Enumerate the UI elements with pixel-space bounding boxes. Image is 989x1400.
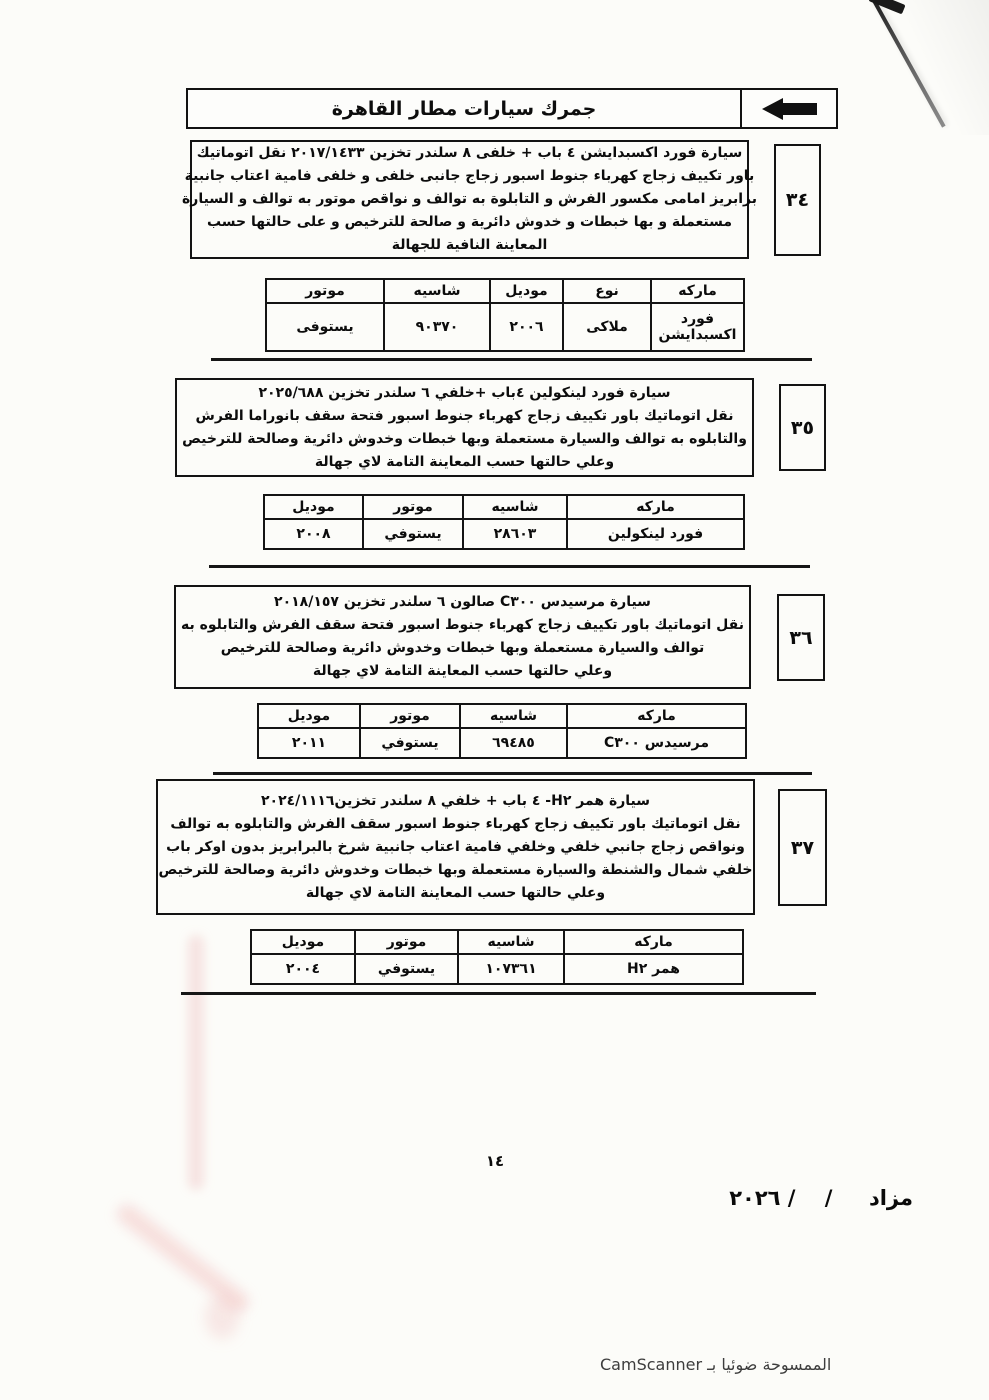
col-header-brand: ماركه [567,704,746,728]
cell-motor: يستوفي [360,728,460,758]
description-line: وعلي حالتها حسب المعاينة التامة لاي جهالة [312,663,613,679]
description-line: والتابلوه به توالف والسيارة مستعملة وبها خبطات وخدوش دائرية وصالحة للترخيص [182,430,747,447]
col-header-model: موديل [264,495,363,519]
description-line: برابريز امامى مكسور الفرش و التابلوة به توالف و نواقص موتور به توالف و السيارة [182,191,757,207]
description-line: وعلي حالتها حسب المعاينة التامة لاي جهالة [305,884,606,901]
description-line: سيارة فورد لينكولين ٤باب +خلفي ٦ سلندر تخزين ٢٠٢٥/٦٨٨ [258,384,671,401]
item-36-spec-table [257,703,747,759]
description-line: خلفي شمال والشنطة والسيارة مستعملة وبها خبطات وخدوش دائرية وصالحة للترخيص [158,861,753,878]
col-header-type: نوع [563,279,651,303]
description-line: مستعملة و بها خبطات و خدوش دائرية و صالحة للترخيص و على حالتها حسب [206,214,733,230]
cell-model: ٢٠٠٤ [251,954,355,984]
cell-motor: يستوفى [266,303,384,351]
item-36-number: ٣٦ [777,594,825,681]
camscanner-watermark: الممسوحة ضوئيا بـ CamScanner [600,1355,832,1374]
item-37-description-box [156,779,755,915]
col-header-brand: ماركه [567,495,744,519]
cell-model: ٢٠٠٦ [490,303,563,351]
col-header-brand: ماركه [564,930,743,954]
description-line: نقل اتوماتيك باور تكييف زجاج كهرباء جنوط اسبور فتحة سقف بانوراما الفرش [195,407,734,424]
cell-type: ملاكى [563,303,651,351]
page-corner-fold-mark [868,0,905,14]
description-line: توالف والسيارة مستعملة وبها خبطات وخدوش دائرية وصالحة للترخيص [220,640,705,656]
description-line: سيارة همر H٢- ٤ باب + خلفي ٨ سلندر تخزين٢٠٢٤/١١١٦ [260,792,651,809]
description-line: وعلي حالتها حسب المعاينة التامة لاي جهالة [314,453,615,470]
col-header-motor: موتور [363,495,463,519]
section-divider [181,992,816,995]
cell-motor: يستوفي [363,519,463,549]
item-37-number: ٣٧ [778,789,827,906]
item-35-number: ٣٥ [779,384,826,471]
scan-pink-blob [205,1295,239,1339]
back-arrow-cell [740,90,836,127]
item-34-description-box [182,140,757,259]
document-header [186,88,838,129]
page-title: جمرك سيارات مطار القاهرة [331,97,597,120]
section-divider [211,358,812,361]
col-header-model: موديل [490,279,563,303]
section-divider [213,772,812,775]
description-line: المعاينة النافية للجهالة [391,237,548,253]
cell-brand: همر H٢ [564,954,743,984]
auction-number-line: مزاد / / ٢٠٢٦ [729,1186,913,1210]
left-arrow-icon [762,98,817,120]
col-header-model: موديل [251,930,355,954]
col-header-model: موديل [258,704,360,728]
col-header-chassis: شاسيه [458,930,564,954]
page-number: ١٤ [485,1152,505,1170]
section-divider [209,565,810,568]
col-header-motor: موتور [355,930,458,954]
item-35-description-box [175,378,754,477]
description-line: ونواقص زجاج جانبي خلفي وخلفي فامية اعتاب جانبية شرخ بالبرابريز بدون اوكر باب [166,838,745,855]
description-line: باور تكييف زجاج كهرباء جنوط اسبور زجاج جانبى خلفى و خلفى فامية اعتاب جانبية [184,168,755,184]
cell-brand: مرسيدس C٣٠٠ [567,728,746,758]
item-37-spec-table [250,929,744,985]
cell-motor: يستوفي [355,954,458,984]
col-header-brand: ماركه [651,279,744,303]
cell-chassis: ١٠٧٣٦١ [458,954,564,984]
col-header-motor: موتور [266,279,384,303]
cell-model: ٢٠٠٨ [264,519,363,549]
col-header-chassis: شاسيه [460,704,567,728]
cell-chassis: ٩٠٣٧٠ [384,303,490,351]
col-header-motor: موتور [360,704,460,728]
item-36-description-box [174,585,751,689]
cell-model: ٢٠١١ [258,728,360,758]
item-35-spec-table [263,494,745,550]
cell-chassis: ٦٩٤٨٥ [460,728,567,758]
description-line: سيارة فورد اكسبدايشن ٤ باب + خلفى ٨ سلندر تخزين ٢٠١٧/١٤٣٣ نقل اتوماتيك [196,145,743,161]
col-header-chassis: شاسيه [463,495,567,519]
item-34-number: ٣٤ [774,144,821,256]
cell-chassis: ٢٨٦٠٣ [463,519,567,549]
cell-brand: فورد اكسبدايشن [651,303,744,351]
description-line: نقل اتوماتيك باور تكييف زجاج كهرباء جنوط اسبور فتحة سقف الفرش والتابلوه به [181,617,744,633]
item-34-spec-table [265,278,745,352]
scan-pink-streak-vertical [188,935,204,1190]
description-line: سيارة مرسيدس C٣٠٠ صالون ٦ سلندر تخزين ٢٠١٨/١٥٧ [274,594,651,610]
cell-brand: فورد لينكولين [567,519,744,549]
col-header-chassis: شاسيه [384,279,490,303]
description-line: نقل اتوماتيك باور تكييف زجاج كهرباء جنوط اسبور سقف الفرش والتابلوه به توالف [170,815,741,832]
